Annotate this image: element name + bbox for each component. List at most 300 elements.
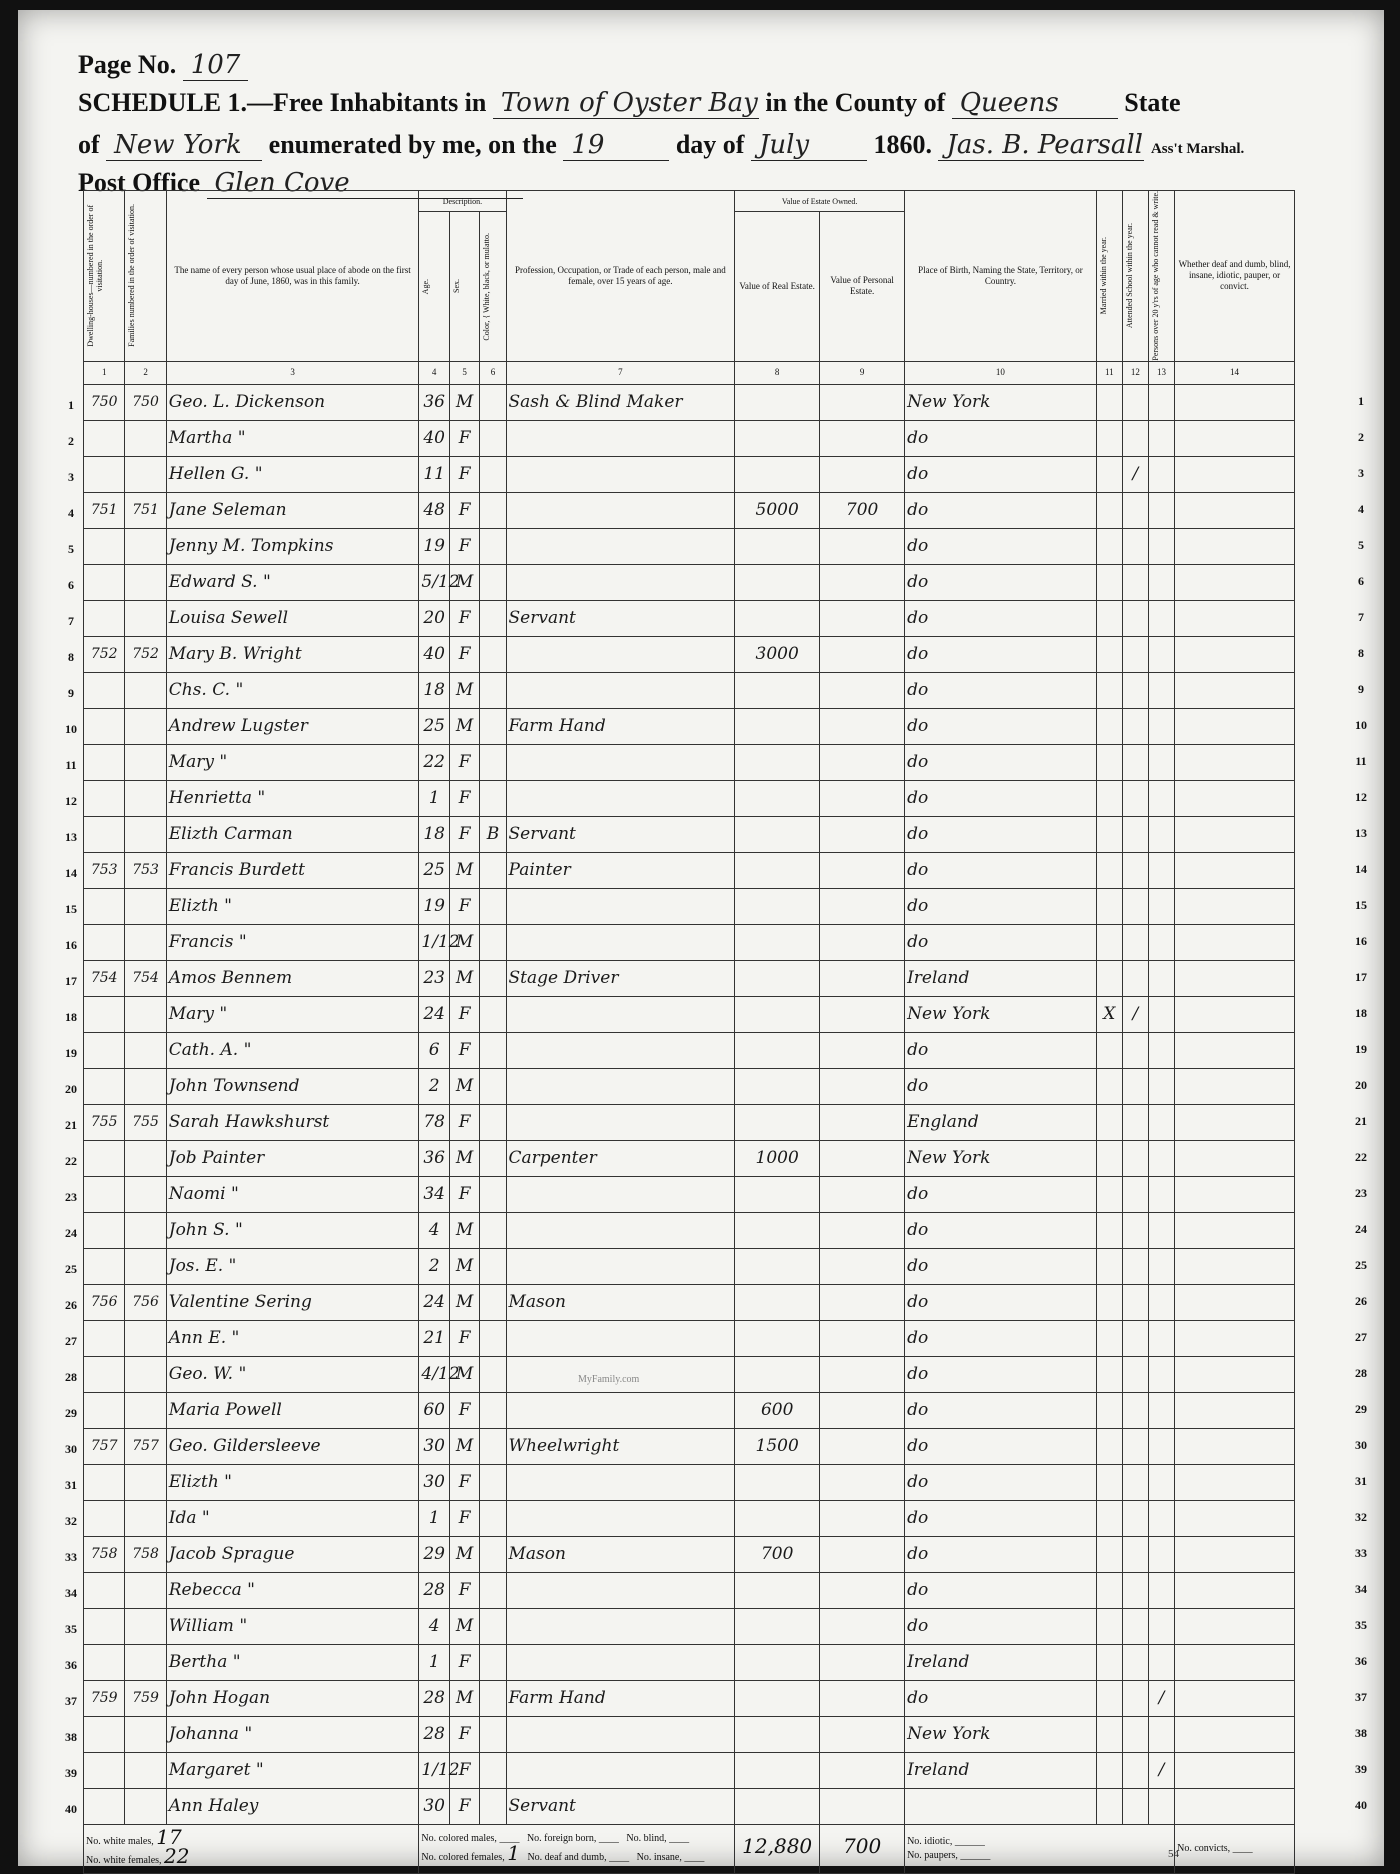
real-estate-cell (735, 744, 820, 780)
table-row (84, 852, 1295, 888)
colored-females-count: 1 (507, 1841, 520, 1866)
dwelling-number (84, 1464, 125, 1500)
condition-cell (1175, 1176, 1295, 1212)
left-line-number: 5 (68, 542, 74, 557)
color-cell (480, 1536, 506, 1572)
married-cell: X (1096, 996, 1122, 1032)
sex-cell: F (449, 1788, 479, 1824)
age-cell: 18 (419, 672, 449, 708)
sex-cell: F (449, 636, 479, 672)
col-name-header: The name of every person whose usual place of abode on the first day of June, 1860, was in this family. (166, 191, 419, 362)
right-line-number: 34 (1355, 1582, 1367, 1597)
dwelling-number: 758 (84, 1536, 125, 1572)
summary-row (84, 1824, 1295, 1873)
day-of-label: day of (675, 130, 745, 159)
school-cell (1122, 1140, 1148, 1176)
age-cell: 28 (419, 1572, 449, 1608)
colored-females-label: No. colored females, (421, 1852, 505, 1864)
real-estate-total: 12,880 (742, 1834, 813, 1859)
person-name: Jacob Sprague (166, 1536, 419, 1572)
condition-cell (1175, 384, 1295, 420)
condition-cell (1175, 996, 1295, 1032)
dwelling-number (84, 1356, 125, 1392)
table-row (84, 564, 1295, 600)
family-number: 755 (125, 1104, 166, 1140)
condition-cell (1175, 1536, 1295, 1572)
left-line-number: 31 (65, 1478, 77, 1493)
right-line-number: 9 (1358, 682, 1364, 697)
illiterate-cell (1148, 636, 1174, 672)
family-number (125, 996, 166, 1032)
family-number (125, 1464, 166, 1500)
school-cell (1122, 1176, 1148, 1212)
enumeration-line (78, 130, 1244, 161)
condition-cell (1175, 924, 1295, 960)
dwelling-number (84, 1032, 125, 1068)
left-line-number: 24 (65, 1226, 77, 1241)
dwelling-number (84, 1752, 125, 1788)
age-cell: 24 (419, 1284, 449, 1320)
insane-label: No. insane, (636, 1852, 682, 1864)
condition-cell (1175, 1032, 1295, 1068)
real-estate-cell (735, 1572, 820, 1608)
age-cell: 28 (419, 1716, 449, 1752)
illiterate-cell (1148, 888, 1174, 924)
page-stamp: 54 (1168, 1848, 1179, 1860)
county-value: Queens (952, 88, 1118, 119)
sex-cell: M (449, 1248, 479, 1284)
right-line-number: 30 (1355, 1438, 1367, 1453)
occupation-cell (506, 420, 735, 456)
color-cell (480, 1392, 506, 1428)
right-line-number: 35 (1355, 1618, 1367, 1633)
sex-cell: F (449, 1464, 479, 1500)
sex-cell: M (449, 384, 479, 420)
school-cell (1122, 1536, 1148, 1572)
age-cell: 40 (419, 636, 449, 672)
illiterate-cell (1148, 1284, 1174, 1320)
illiterate-cell (1148, 1356, 1174, 1392)
age-cell: 29 (419, 1536, 449, 1572)
age-cell: 4 (419, 1608, 449, 1644)
real-estate-cell (735, 1788, 820, 1824)
sex-cell: M (449, 1212, 479, 1248)
person-name: Geo. Gildersleeve (166, 1428, 419, 1464)
personal-estate-total-cell (820, 1824, 905, 1873)
blind-label: No. blind, (626, 1833, 667, 1845)
personal-estate-cell (820, 816, 905, 852)
family-number (125, 888, 166, 924)
sex-cell: F (449, 492, 479, 528)
color-cell (480, 456, 506, 492)
left-line-number: 7 (68, 614, 74, 629)
birthplace-cell: England (905, 1104, 1097, 1140)
left-line-number: 3 (68, 470, 74, 485)
real-estate-cell (735, 1104, 820, 1140)
sex-cell: M (449, 924, 479, 960)
dwelling-number (84, 672, 125, 708)
person-name: John S. " (166, 1212, 419, 1248)
left-line-number: 9 (68, 686, 74, 701)
occupation-cell (506, 1572, 735, 1608)
right-line-number: 40 (1355, 1798, 1367, 1813)
right-line-number: 5 (1358, 538, 1364, 553)
enumerated-label: enumerated by me, on the (268, 130, 557, 159)
school-cell (1122, 564, 1148, 600)
sex-cell: M (449, 1140, 479, 1176)
right-line-number: 1 (1358, 394, 1364, 409)
left-line-number: 17 (65, 974, 77, 989)
summary-colored-cell: No. colored males, ____ No. foreign born, ____ No. blind, ____ No. colored females, 1 No. deaf and dumb, ____ No. insane, ____ (419, 1824, 735, 1873)
real-estate-cell: 5000 (735, 492, 820, 528)
school-cell (1122, 1608, 1148, 1644)
table-row (84, 1752, 1295, 1788)
person-name: Jenny M. Tompkins (166, 528, 419, 564)
dwelling-number (84, 1320, 125, 1356)
age-cell: 36 (419, 384, 449, 420)
sex-cell: F (449, 1176, 479, 1212)
color-cell (480, 1212, 506, 1248)
personal-estate-cell (820, 744, 905, 780)
sex-cell: F (449, 1392, 479, 1428)
person-name: Francis " (166, 924, 419, 960)
married-cell (1096, 1284, 1122, 1320)
dwelling-number (84, 888, 125, 924)
age-cell: 11 (419, 456, 449, 492)
real-estate-cell (735, 384, 820, 420)
real-estate-cell (735, 1644, 820, 1680)
color-cell (480, 600, 506, 636)
person-name: Cath. A. " (166, 1032, 419, 1068)
dwelling-number (84, 1212, 125, 1248)
birthplace-cell: do (905, 1680, 1097, 1716)
age-cell: 21 (419, 1320, 449, 1356)
age-cell: 23 (419, 960, 449, 996)
family-number: 752 (125, 636, 166, 672)
illiterate-cell (1148, 780, 1174, 816)
real-estate-cell: 1000 (735, 1140, 820, 1176)
sex-cell: M (449, 1428, 479, 1464)
illiterate-cell (1148, 1248, 1174, 1284)
real-estate-cell (735, 1176, 820, 1212)
color-cell (480, 528, 506, 564)
married-cell (1096, 528, 1122, 564)
col-illiterate-header: Persons over 20 y'rs of age who cannot read & write. (1150, 191, 1160, 361)
birthplace-cell: New York (905, 1140, 1097, 1176)
personal-estate-cell (820, 708, 905, 744)
post-office-label: Post Office (78, 168, 201, 197)
school-cell (1122, 1752, 1148, 1788)
real-estate-cell (735, 528, 820, 564)
person-name: Jos. E. " (166, 1248, 419, 1284)
real-estate-total-cell (735, 1824, 820, 1873)
dwelling-number (84, 996, 125, 1032)
personal-estate-cell (820, 1284, 905, 1320)
year-value: 1860. (873, 130, 932, 159)
color-cell (480, 1788, 506, 1824)
condition-cell (1175, 636, 1295, 672)
birthplace-cell: do (905, 1284, 1097, 1320)
illiterate-cell (1148, 456, 1174, 492)
left-line-number: 18 (65, 1010, 77, 1025)
census-sheet (18, 10, 1384, 1866)
table-row (84, 1428, 1295, 1464)
color-cell (480, 1680, 506, 1716)
married-cell (1096, 1572, 1122, 1608)
column-number: 2 (125, 361, 166, 384)
age-cell: 1/12 (419, 1752, 449, 1788)
occupation-cell (506, 1500, 735, 1536)
birthplace-cell: do (905, 1608, 1097, 1644)
table-row (84, 1176, 1295, 1212)
marshal-name: Jas. B. Pearsall (938, 130, 1144, 161)
table-row (84, 1284, 1295, 1320)
condition-cell (1175, 420, 1295, 456)
occupation-cell (506, 1608, 735, 1644)
personal-estate-total: 700 (843, 1834, 882, 1859)
family-number: 753 (125, 852, 166, 888)
person-name: Amos Bennem (166, 960, 419, 996)
family-number: 758 (125, 1536, 166, 1572)
real-estate-cell (735, 564, 820, 600)
birthplace-cell: do (905, 1032, 1097, 1068)
left-line-number: 4 (68, 506, 74, 521)
color-cell (480, 780, 506, 816)
person-name: Rebecca " (166, 1572, 419, 1608)
table-row (84, 528, 1295, 564)
married-cell (1096, 1536, 1122, 1572)
school-cell (1122, 600, 1148, 636)
condition-cell (1175, 816, 1295, 852)
family-number: 756 (125, 1284, 166, 1320)
color-cell (480, 1176, 506, 1212)
census-table (83, 190, 1295, 1874)
col-family-header: Families numbered in the order of visitation. (127, 204, 137, 348)
sex-cell: F (449, 456, 479, 492)
occupation-cell (506, 996, 735, 1032)
birthplace-cell: do (905, 600, 1097, 636)
condition-cell (1175, 1572, 1295, 1608)
illiterate-cell (1148, 1428, 1174, 1464)
table-row (84, 1572, 1295, 1608)
right-line-number: 25 (1355, 1258, 1367, 1273)
school-cell (1122, 1644, 1148, 1680)
sex-cell: F (449, 1752, 479, 1788)
illiterate-cell (1148, 1500, 1174, 1536)
personal-estate-cell (820, 852, 905, 888)
real-estate-cell (735, 1680, 820, 1716)
personal-estate-cell (820, 1032, 905, 1068)
birthplace-cell: do (905, 636, 1097, 672)
left-line-number: 28 (65, 1370, 77, 1385)
family-number (125, 1392, 166, 1428)
family-number (125, 744, 166, 780)
school-cell (1122, 420, 1148, 456)
birthplace-cell: do (905, 816, 1097, 852)
dwelling-number (84, 600, 125, 636)
left-line-number: 35 (65, 1622, 77, 1637)
sex-cell: M (449, 1680, 479, 1716)
birthplace-cell: do (905, 1320, 1097, 1356)
col-sex-header: Sex. (451, 279, 461, 294)
dwelling-number (84, 1716, 125, 1752)
person-name: Johanna " (166, 1716, 419, 1752)
family-number: 751 (125, 492, 166, 528)
dwelling-number: 752 (84, 636, 125, 672)
column-number: 5 (449, 361, 479, 384)
right-line-number: 6 (1358, 574, 1364, 589)
dwelling-number: 757 (84, 1428, 125, 1464)
personal-estate-cell (820, 780, 905, 816)
day-value: 19 (563, 130, 669, 161)
color-cell: B (480, 816, 506, 852)
illiterate-cell (1148, 1608, 1174, 1644)
illiterate-cell (1148, 1644, 1174, 1680)
condition-cell (1175, 456, 1295, 492)
column-number-row (84, 361, 1295, 384)
right-line-number: 26 (1355, 1294, 1367, 1309)
school-cell (1122, 924, 1148, 960)
sex-cell: M (449, 708, 479, 744)
family-number (125, 924, 166, 960)
birthplace-cell: do (905, 564, 1097, 600)
birthplace-cell: do (905, 528, 1097, 564)
family-number (125, 1788, 166, 1824)
condition-cell (1175, 708, 1295, 744)
sex-cell: F (449, 1032, 479, 1068)
school-cell (1122, 1212, 1148, 1248)
color-cell (480, 1068, 506, 1104)
birthplace-cell: do (905, 1392, 1097, 1428)
birthplace-cell: do (905, 1356, 1097, 1392)
age-cell: 22 (419, 744, 449, 780)
condition-cell (1175, 1500, 1295, 1536)
real-estate-cell (735, 780, 820, 816)
table-row (84, 1608, 1295, 1644)
personal-estate-cell: 700 (820, 492, 905, 528)
family-number (125, 672, 166, 708)
white-males-count: 17 (156, 1824, 182, 1849)
color-cell (480, 636, 506, 672)
right-line-number: 37 (1355, 1690, 1367, 1705)
person-name: Elizth " (166, 1464, 419, 1500)
occupation-cell: Farm Hand (506, 708, 735, 744)
real-estate-cell (735, 600, 820, 636)
left-line-number: 16 (65, 938, 77, 953)
left-line-number: 33 (65, 1550, 77, 1565)
person-name: Elizth Carman (166, 816, 419, 852)
age-cell: 2 (419, 1068, 449, 1104)
birthplace-cell: do (905, 1212, 1097, 1248)
married-cell (1096, 1392, 1122, 1428)
color-cell (480, 672, 506, 708)
real-estate-cell: 700 (735, 1536, 820, 1572)
left-line-number: 6 (68, 578, 74, 593)
illiterate-cell (1148, 384, 1174, 420)
color-cell (480, 1428, 506, 1464)
col-occupation-header: Profession, Occupation, or Trade of each person, male and female, over 15 years of age. (506, 191, 735, 362)
table-row (84, 780, 1295, 816)
family-number (125, 1248, 166, 1284)
column-number: 9 (820, 361, 905, 384)
condition-cell (1175, 1644, 1295, 1680)
personal-estate-cell (820, 1068, 905, 1104)
person-name: Louisa Sewell (166, 600, 419, 636)
left-line-number: 19 (65, 1046, 77, 1061)
personal-estate-cell (820, 1356, 905, 1392)
age-cell: 24 (419, 996, 449, 1032)
table-row (84, 1032, 1295, 1068)
sex-cell: F (449, 816, 479, 852)
condition-cell (1175, 1068, 1295, 1104)
illiterate-cell (1148, 1032, 1174, 1068)
married-cell (1096, 780, 1122, 816)
occupation-cell (506, 1248, 735, 1284)
col-real-estate-header: Value of Real Estate. (735, 212, 820, 362)
color-cell (480, 1032, 506, 1068)
occupation-cell: Servant (506, 816, 735, 852)
dwelling-number: 751 (84, 492, 125, 528)
birthplace-cell: do (905, 492, 1097, 528)
table-row (84, 924, 1295, 960)
occupation-cell (506, 888, 735, 924)
person-name: Job Painter (166, 1140, 419, 1176)
schedule-label: SCHEDULE 1.—Free Inhabitants in (78, 88, 487, 117)
right-line-number: 32 (1355, 1510, 1367, 1525)
school-cell (1122, 1320, 1148, 1356)
occupation-cell (506, 564, 735, 600)
family-number (125, 1032, 166, 1068)
right-line-number: 13 (1355, 826, 1367, 841)
condition-cell (1175, 1284, 1295, 1320)
left-line-number: 25 (65, 1262, 77, 1277)
table-row (84, 672, 1295, 708)
occupation-cell (506, 1752, 735, 1788)
person-name: Jane Seleman (166, 492, 419, 528)
birthplace-cell: do (905, 456, 1097, 492)
married-cell (1096, 1752, 1122, 1788)
married-cell (1096, 1500, 1122, 1536)
married-cell (1096, 708, 1122, 744)
page-number: 107 (183, 50, 249, 81)
illiterate-cell (1148, 924, 1174, 960)
person-name: Ann Haley (166, 1788, 419, 1824)
left-line-number: 34 (65, 1586, 77, 1601)
watermark-text: MyFamily.com (578, 1374, 640, 1385)
condition-cell (1175, 1788, 1295, 1824)
married-cell (1096, 564, 1122, 600)
right-line-number: 36 (1355, 1654, 1367, 1669)
color-cell (480, 852, 506, 888)
family-number (125, 780, 166, 816)
post-office-value: Glen Cove (207, 168, 523, 199)
town-value: Town of Oyster Bay (493, 88, 759, 119)
right-line-number: 17 (1355, 970, 1367, 985)
dwelling-number (84, 420, 125, 456)
occupation-cell (506, 780, 735, 816)
school-cell (1122, 636, 1148, 672)
table-row (84, 1500, 1295, 1536)
county-label: in the County of (765, 88, 946, 117)
personal-estate-cell (820, 1752, 905, 1788)
school-cell (1122, 780, 1148, 816)
person-name: Mary " (166, 744, 419, 780)
column-number: 8 (735, 361, 820, 384)
table-row (84, 816, 1295, 852)
dwelling-number (84, 1248, 125, 1284)
birthplace-cell: Ireland (905, 960, 1097, 996)
illiterate-cell (1148, 1392, 1174, 1428)
